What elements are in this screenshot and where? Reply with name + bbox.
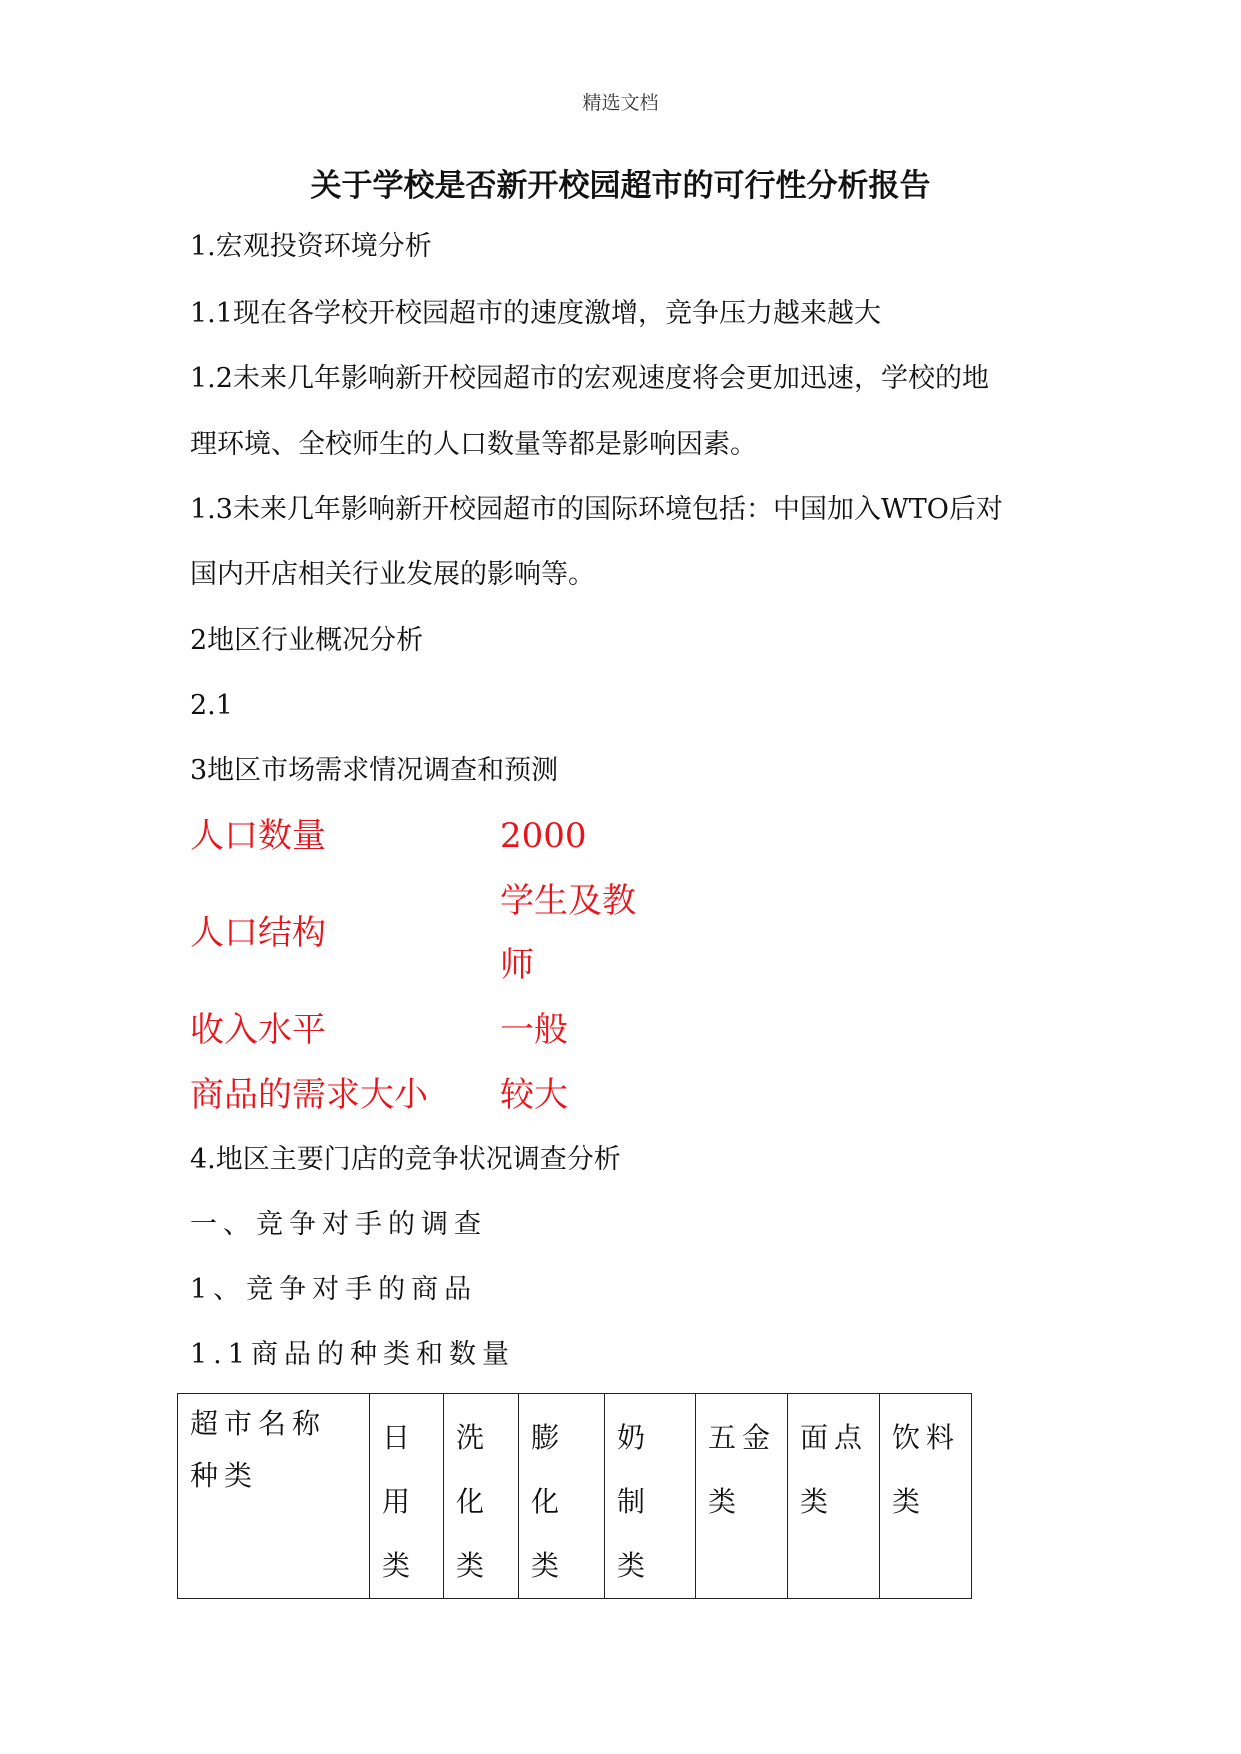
page-header: 精选文档 — [582, 92, 659, 114]
competitor-products-heading: 1、竞争对手的商品 — [190, 1274, 478, 1305]
table-cell — [519, 1394, 605, 1599]
structure-value-line2: 师 — [500, 945, 534, 985]
structure-value-line1: 学生及教 — [500, 881, 636, 921]
section-4-heading: 4.地区主要门店的竞争状况调查分析 — [190, 1144, 621, 1175]
table-cell — [444, 1394, 519, 1599]
cell-text: 类 — [708, 1485, 743, 1518]
table-row — [178, 1394, 972, 1599]
cell-text: 类 — [617, 1549, 652, 1582]
population-value: 2000 — [500, 816, 587, 856]
cell-text: 洗 — [456, 1421, 491, 1454]
competitor-survey-heading: 一、竞争对手的调查 — [190, 1209, 487, 1240]
paragraph-1-2-line2: 理环境、全校师生的人口数量等都是影响因素。 — [190, 429, 757, 460]
header-line-category: 种类 — [190, 1459, 259, 1492]
cell-text: 化 — [531, 1485, 566, 1518]
cell-text: 化 — [456, 1485, 491, 1518]
paragraph-1-3-line1: 1.3未来几年影响新开校园超市的国际环境包括：中国加入WTO后对 — [190, 494, 1003, 525]
cell-text: 膨 — [531, 1421, 566, 1454]
section-3-heading: 3地区市场需求情况调查和预测 — [190, 755, 559, 786]
structure-label: 人口结构 — [190, 913, 326, 953]
demand-label: 商品的需求大小 — [190, 1075, 428, 1115]
cell-text: 用 — [382, 1485, 417, 1518]
population-label: 人口数量 — [190, 816, 326, 856]
header-line-supermarket: 超市名称 — [190, 1407, 327, 1440]
cell-text: 面点 — [800, 1421, 869, 1454]
income-label: 收入水平 — [190, 1010, 326, 1050]
paragraph-1-2-line1: 1.2未来几年影响新开校园超市的宏观速度将会更加迅速，学校的地 — [190, 363, 989, 394]
paragraph-1-3-line2: 国内开店相关行业发展的影响等。 — [190, 559, 595, 590]
cell-text: 饮料 — [892, 1421, 961, 1454]
table-cell — [880, 1394, 972, 1599]
table-cell — [788, 1394, 880, 1599]
cell-text: 日 — [382, 1421, 417, 1454]
document-title: 关于学校是否新开校园超市的可行性分析报告 — [310, 168, 931, 204]
cell-text: 奶 — [617, 1421, 652, 1454]
product-category-table — [177, 1393, 972, 1599]
section-1-heading: 1.宏观投资环境分析 — [190, 231, 432, 262]
cell-text: 类 — [892, 1485, 927, 1518]
cell-text: 类 — [456, 1549, 491, 1582]
table-header-cell — [178, 1394, 370, 1599]
cell-text: 制 — [617, 1485, 652, 1518]
paragraph-2-1: 2.1 — [190, 690, 233, 721]
income-value: 一般 — [500, 1010, 568, 1050]
table-cell — [605, 1394, 696, 1599]
table-cell — [696, 1394, 788, 1599]
demand-value: 较大 — [500, 1075, 568, 1115]
cell-text: 五金 — [708, 1421, 777, 1454]
table-cell — [370, 1394, 444, 1599]
cell-text: 类 — [531, 1549, 566, 1582]
product-types-heading: 1.1商品的种类和数量 — [190, 1339, 515, 1370]
cell-text: 类 — [382, 1549, 417, 1582]
cell-text: 类 — [800, 1485, 835, 1518]
section-2-heading: 2地区行业概况分析 — [190, 625, 424, 656]
paragraph-1-1: 1.1现在各学校开校园超市的速度激增，竞争压力越来越大 — [190, 298, 881, 329]
